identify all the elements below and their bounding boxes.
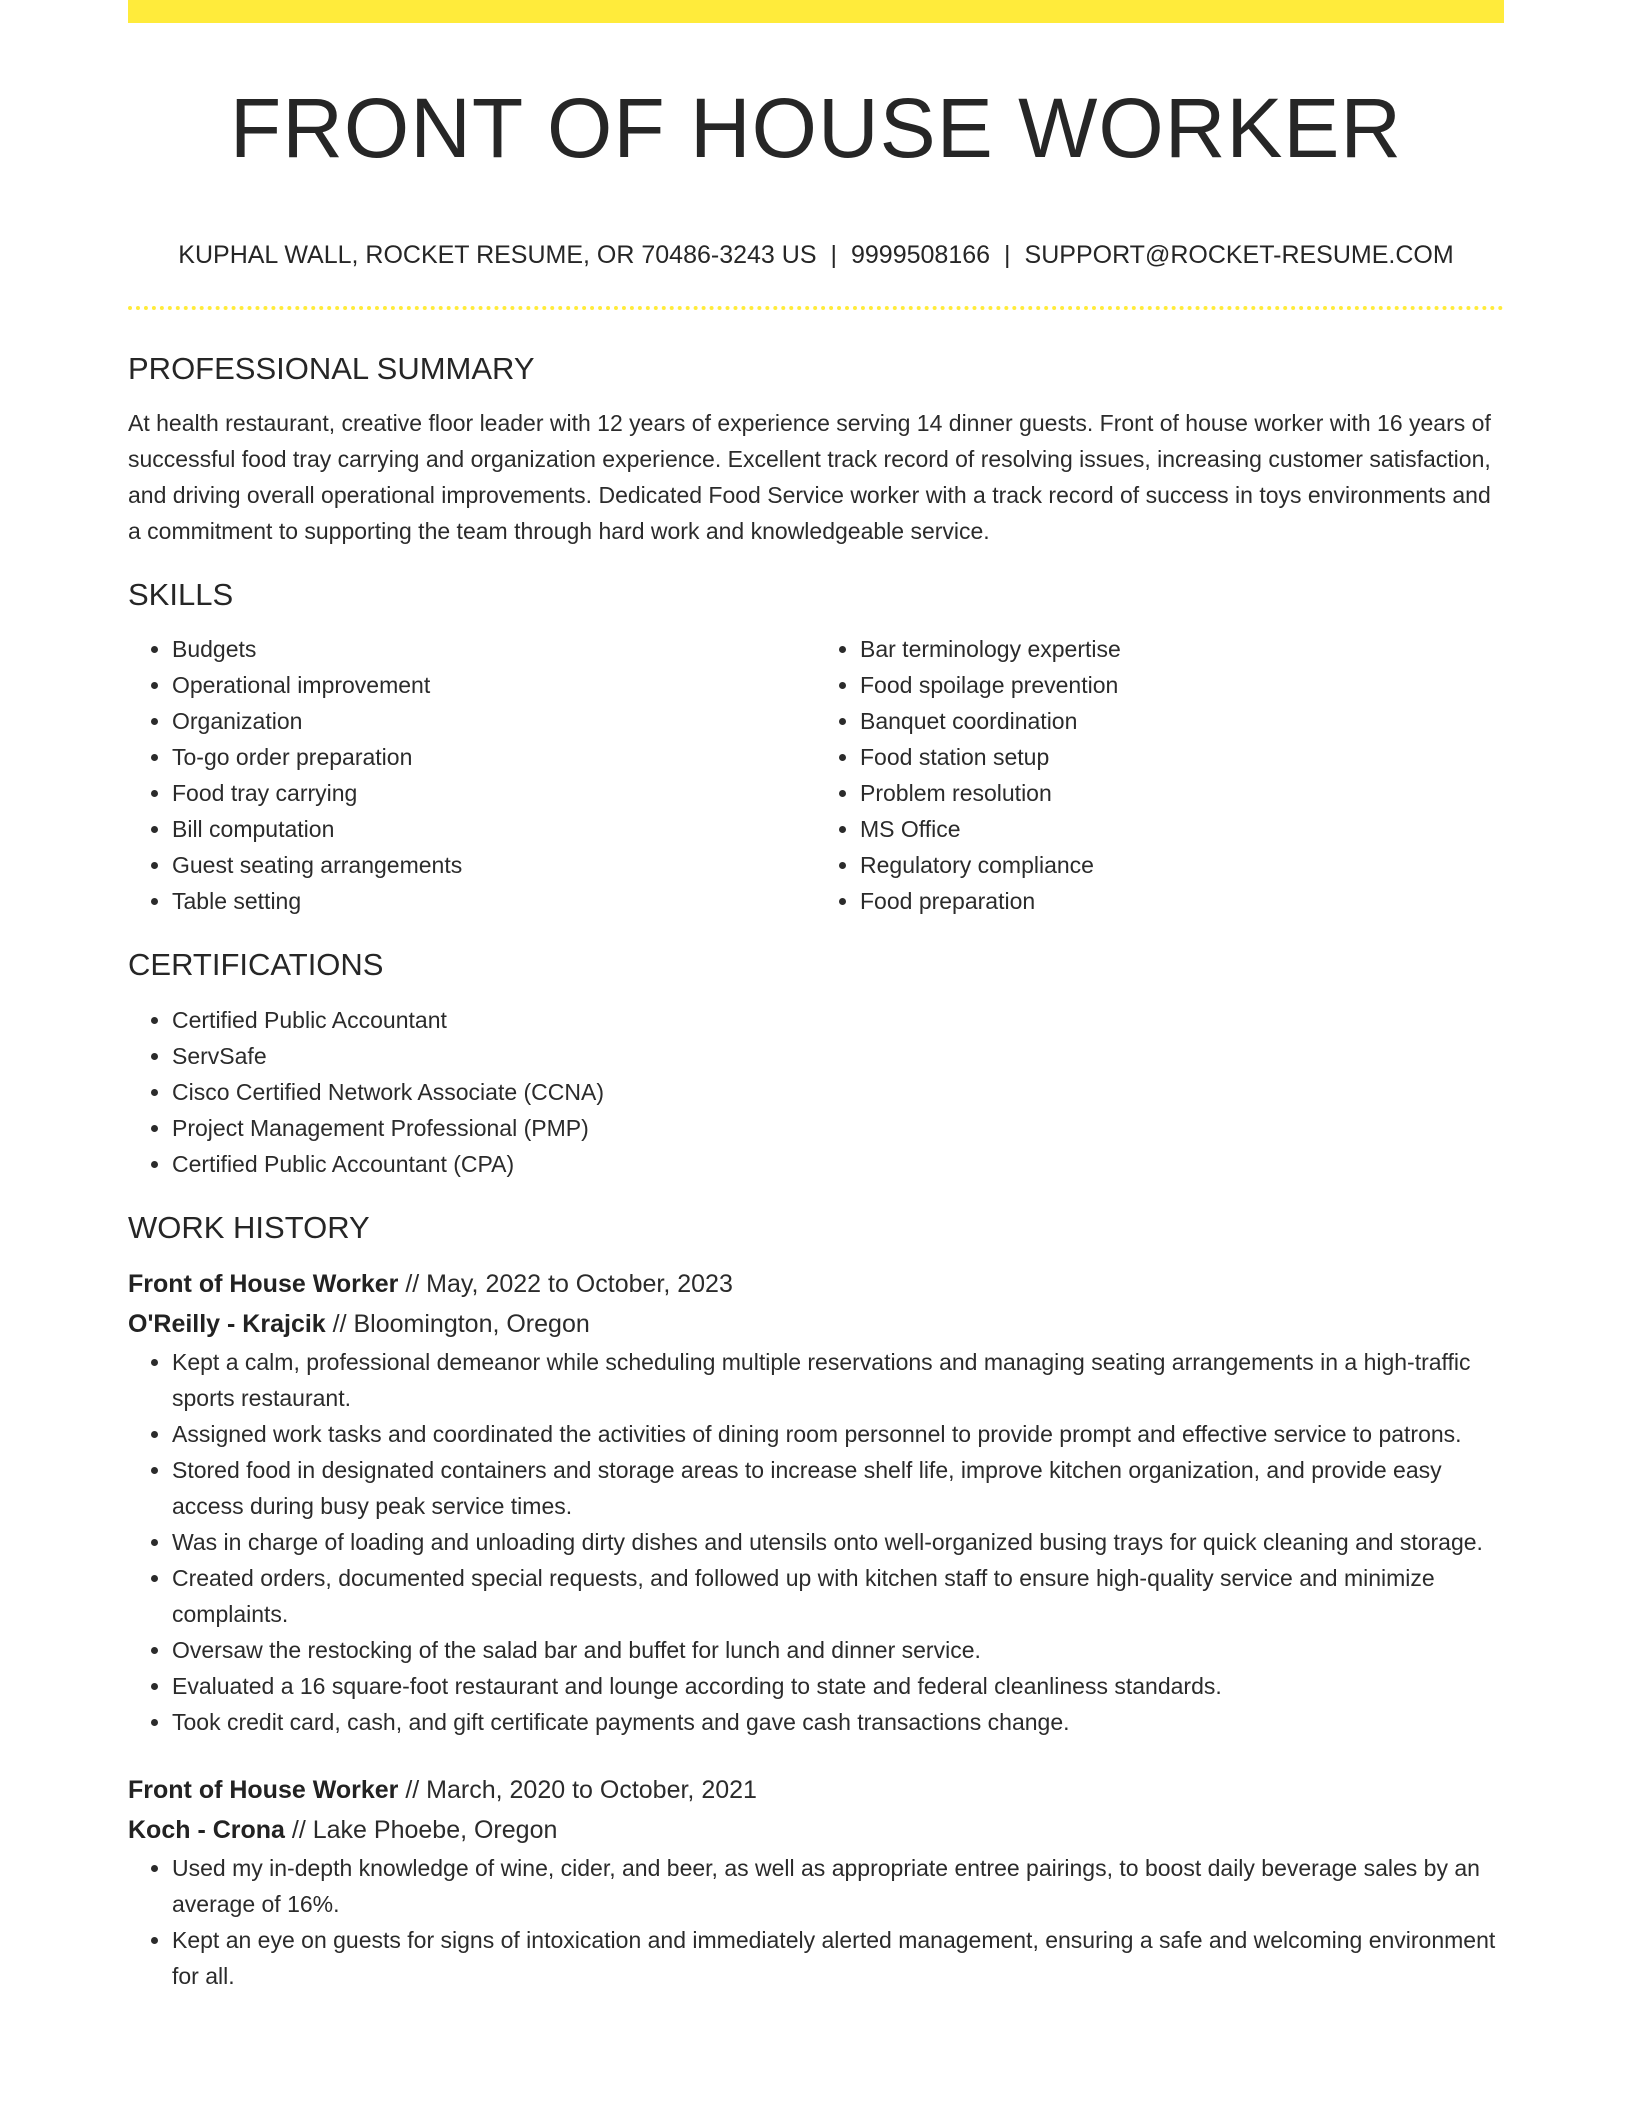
contact-separator: | [1004,241,1011,269]
skill-item: • Food preparation [860,883,1504,919]
skills-list-left [128,631,816,919]
certifications-list [128,1002,1504,1182]
job-company: Koch - Crona [128,1815,285,1844]
skill-item: • Banquet coordination [860,703,1504,739]
job-location: // Bloomington, Oregon [332,1309,590,1338]
skills-list-right [816,631,1504,919]
work-history-heading: WORK HISTORY [128,1209,370,1245]
skill-item: • Food station setup [860,739,1504,775]
dotted-divider [128,306,1504,310]
contact-separator: | [830,241,837,269]
job-duties-list [128,1850,1504,1994]
certification-item: • Cisco Certified Network Associate (CCNA) [172,1074,1504,1110]
job-company-line [128,1304,1504,1344]
contact-line [128,238,1504,272]
job-role: Front of House Worker [128,1775,399,1804]
skill-item: • Regulatory compliance [860,847,1504,883]
job-duty: • Stored food in designated containers and storage areas to increase shelf life, improve kitchen organization, and provide easy access during busy peak service times. [172,1452,1504,1524]
skills-grid [128,631,1504,919]
job-title-line [128,1770,1504,1810]
skill-item: • Food spoilage prevention [860,667,1504,703]
skill-item: • Bar terminology expertise [860,631,1504,667]
skill-item: • Table setting [172,883,816,919]
job-duties-list [128,1344,1504,1740]
job-duty: • Evaluated a 16 square-foot restaurant and lounge according to state and federal cleanliness standards. [172,1668,1504,1704]
job-duty: • Assigned work tasks and coordinated the activities of dining room personnel to provide prompt and effective service to patrons. [172,1416,1504,1452]
skills-heading: SKILLS [128,577,234,613]
job-duty: • Kept an eye on guests for signs of intoxication and immediately alerted management, ensuring a safe and welcoming environment for all. [172,1922,1504,1994]
skill-item: • To-go order preparation [172,739,816,775]
job-entry [128,1264,1504,1740]
skill-item: • Budgets [172,631,816,667]
skills-section [128,576,1504,919]
skill-item: • Food tray carrying [172,775,816,811]
job-duty: • Oversaw the restocking of the salad bar and buffet for lunch and dinner service. [172,1632,1504,1668]
certification-item: • Certified Public Accountant (CPA) [172,1146,1504,1182]
skill-item: • Problem resolution [860,775,1504,811]
job-company-line [128,1810,1504,1850]
contact-phone: 9999508166 [851,241,991,269]
summary-text: At health restaurant, creative floor leader with 12 years of experience serving 14 dinner guests. Front of house worker with 16 years of successful food tray carrying and organization experience. Excellent track record of resolving issues, increasing customer satisfaction, and driving overall operational improvements. Dedicated Food Service worker with a track record of success in toys environments and a commitment to supporting the team through hard work and knowledgeable service. [128,410,1491,545]
job-dates: // May, 2022 to October, 2023 [405,1269,733,1298]
skill-item: • Bill computation [172,811,816,847]
certifications-section [128,946,1504,1181]
job-duty: • Kept a calm, professional demeanor while scheduling multiple reservations and managing seating arrangements in a high-traffic sports restaurant. [172,1344,1504,1416]
contact-address: KUPHAL WALL, ROCKET RESUME, OR 70486-3243 US [178,241,817,269]
job-company: O'Reilly - Krajcik [128,1309,326,1338]
job-entry [128,1770,1504,1994]
skill-item: • Guest seating arrangements [172,847,816,883]
certification-item: • Certified Public Accountant [172,1002,1504,1038]
job-location: // Lake Phoebe, Oregon [291,1815,558,1844]
job-duty: • Created orders, documented special requests, and followed up with kitchen staff to ensure high-quality service and minimize complaints. [172,1560,1504,1632]
resume-title: FRONT OF HOUSE WORKER [229,81,1403,175]
job-role: Front of House Worker [128,1269,399,1298]
contact-email: SUPPORT@ROCKET-RESUME.COM [1024,241,1454,269]
job-duty: • Was in charge of loading and unloading dirty dishes and utensils onto well-organized busing trays for quick cleaning and storage. [172,1524,1504,1560]
accent-top-bar [128,0,1504,23]
certification-item: • Project Management Professional (PMP) [172,1110,1504,1146]
summary-heading: PROFESSIONAL SUMMARY [128,351,535,386]
resume-body [128,350,1504,2024]
skill-item: • MS Office [860,811,1504,847]
certification-item: • ServSafe [172,1038,1504,1074]
skill-item: • Organization [172,703,816,739]
skill-item: • Operational improvement [172,667,816,703]
job-duty: • Took credit card, cash, and gift certificate payments and gave cash transactions change. [172,1704,1504,1740]
job-title-line [128,1264,1504,1304]
job-dates: // March, 2020 to October, 2021 [405,1775,757,1804]
certifications-heading: CERTIFICATIONS [128,947,384,983]
work-history-section [128,1209,1504,1994]
summary-section [128,350,1504,549]
job-duty: • Used my in-depth knowledge of wine, cider, and beer, as well as appropriate entree pairings, to boost daily beverage sales by an average of 16%. [172,1850,1504,1922]
